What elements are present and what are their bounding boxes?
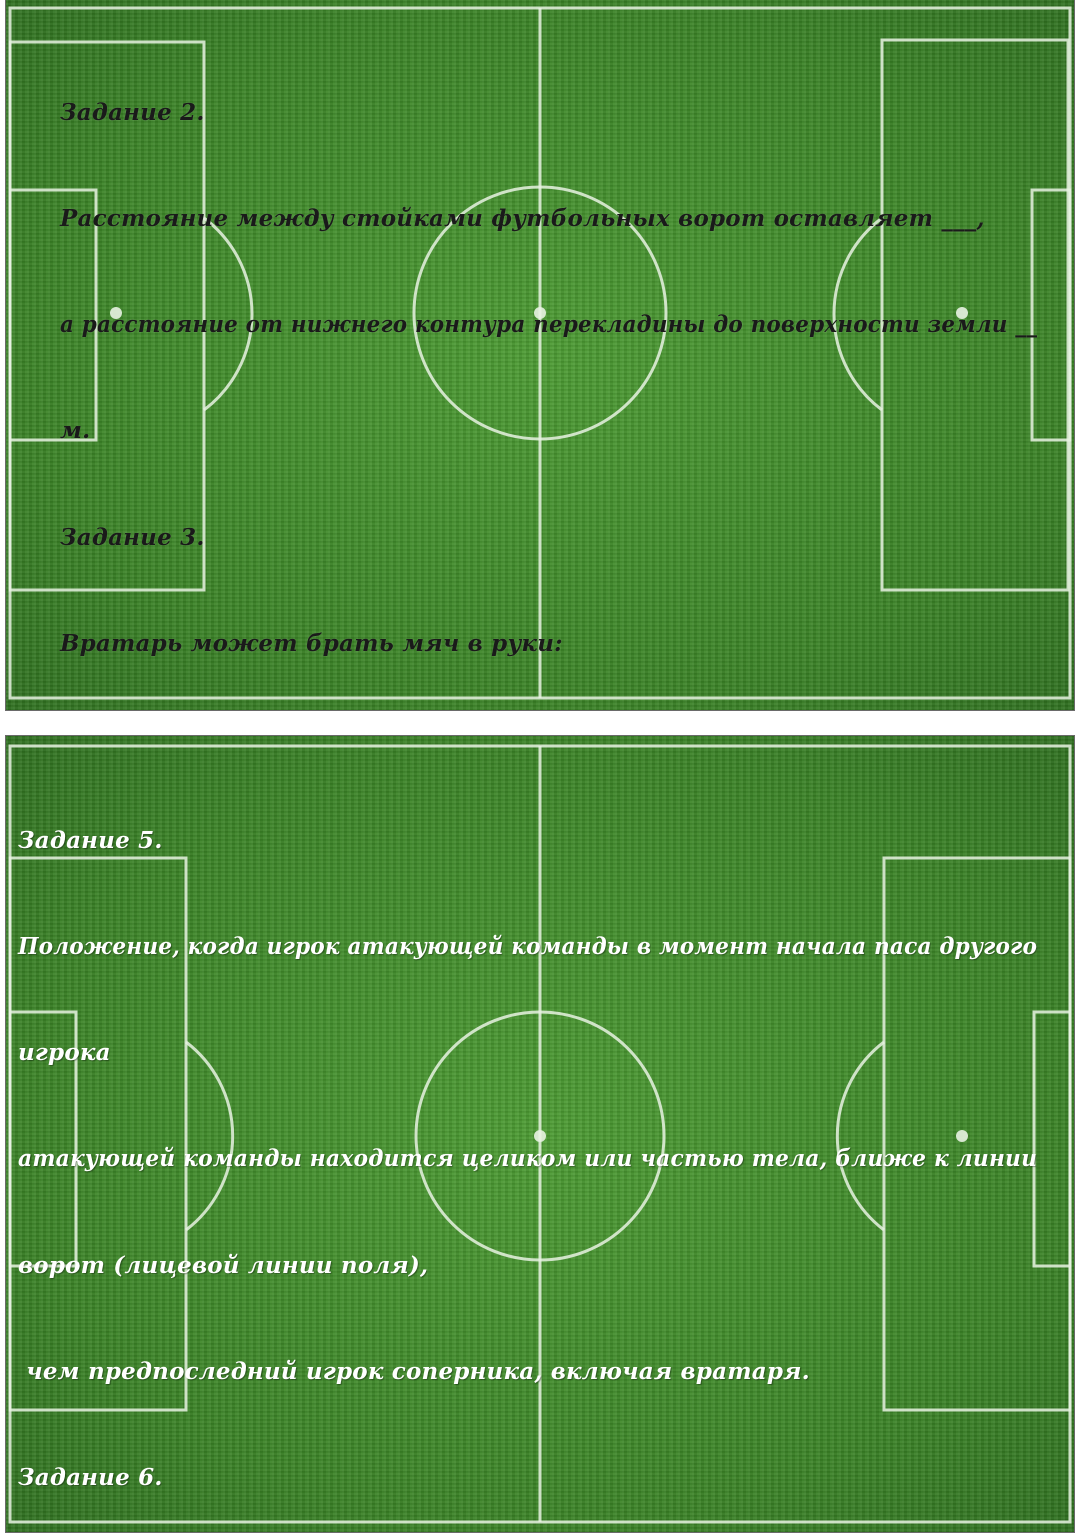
task-5-line-1: Положение, когда игрок атакующей команды в момент начала паса другого [18, 933, 1038, 961]
task-2-line-3: м. [60, 417, 91, 445]
slide-2 [6, 736, 1074, 1532]
task-5-line-4: ворот (лицевой линии поля), [18, 1251, 429, 1279]
slide-1 [6, 0, 1074, 710]
task-3-title: Задание 3. [60, 523, 205, 551]
task-2-line-2: а расстояние от нижнего контура перекладины до поверхности земли __ [60, 311, 1038, 339]
task-5-title: Задание 5. [18, 826, 163, 854]
task-5-line-5: чем предпоследний игрок соперника, включая вратаря. [18, 1357, 810, 1385]
task-3-question: Вратарь может брать мяч в руки: [60, 629, 563, 657]
task-2-title: Задание 2. [60, 98, 205, 126]
slide-1-text [60, 24, 1074, 710]
task-6-title: Задание 6. [18, 1464, 163, 1492]
task-2-line-1: Расстояние между стойками футбольных ворот оставляет ___, [60, 205, 985, 233]
task-5-line-2: игрока [18, 1039, 111, 1067]
slide-2-text [18, 752, 1074, 1532]
task-5-line-3: атакующей команды находится целиком или частью тела, ближе к линии [18, 1145, 1038, 1173]
